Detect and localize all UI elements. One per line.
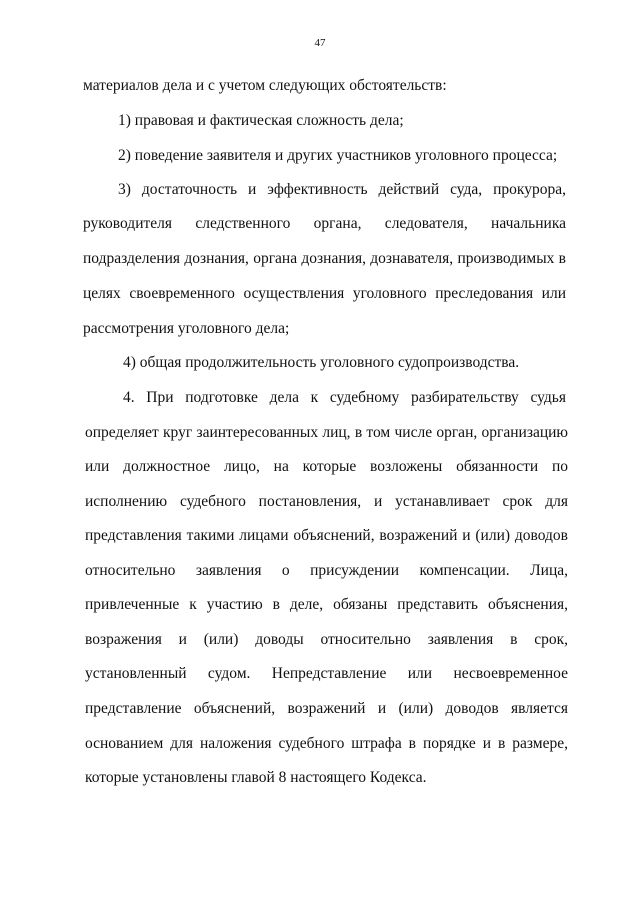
text-line: рассмотрения уголовного дела; xyxy=(83,320,290,337)
text-line: основанием для наложения судебного штрафа в порядке и в размере, xyxy=(85,735,568,752)
text-line: представление объяснений, возражений и (или) доводов является xyxy=(85,700,568,717)
text-line: возражения и (или) доводы относительно заявления в срок, xyxy=(85,631,568,648)
text-line: руководителя следственного органа, следователя, начальника xyxy=(83,215,566,232)
text-line: 4) общая продолжительность уголовного судопроизводства. xyxy=(123,354,520,371)
text-line: 4. При подготовке дела к судебному разбирательству судья xyxy=(123,389,566,406)
text-line: привлеченные к участию в деле, обязаны представить объяснения, xyxy=(85,596,568,613)
text-line: целях своевременного осуществления уголовного преследования или xyxy=(83,285,566,302)
text-line: относительно заявления о присуждении компенсации. Лица, xyxy=(85,562,568,579)
text-line: представления такими лицами объяснений, возражений и (или) доводов xyxy=(85,527,568,544)
text-line: которые установлены главой 8 настоящего Кодекса. xyxy=(85,769,427,786)
text-line: 1) правовая и фактическая сложность дела; xyxy=(118,112,404,129)
text-line: исполнению судебного постановления, и устанавливает срок для xyxy=(85,493,568,510)
page-number: 47 xyxy=(314,37,326,49)
text-line: 2) поведение заявителя и других участников уголовного процесса; xyxy=(118,147,558,164)
text-line: определяет круг заинтересованных лиц, в том числе орган, организацию xyxy=(85,424,568,441)
text-line: подразделения дознания, органа дознания, дознавателя, производимых в xyxy=(83,250,566,267)
text-line: материалов дела и с учетом следующих обстоятельств: xyxy=(83,77,447,94)
text-line: или должностное лицо, на которые возложены обязанности по xyxy=(85,458,568,475)
text-line: установленный судом. Непредставление или несвоевременное xyxy=(85,665,568,682)
text-line: 3) достаточность и эффективность действий суда, прокурора, xyxy=(118,181,566,198)
